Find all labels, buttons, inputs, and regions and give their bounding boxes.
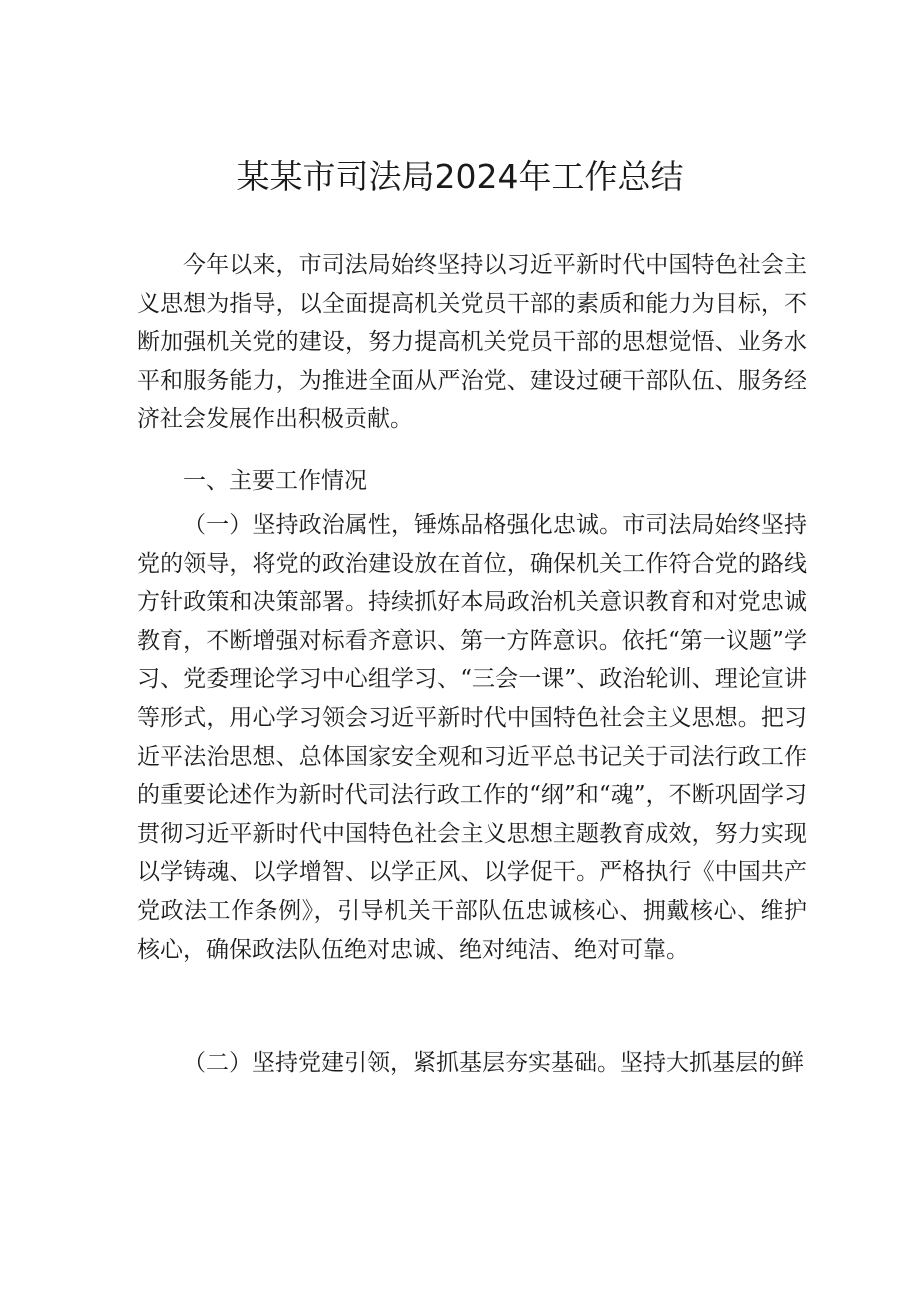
document-title: 某某市司法局2024年工作总结 [236,157,684,196]
paragraph-political-attribute: （一）坚持政治属性，锤炼品格强化忠诚。市司法局始终坚持党的领导，将党的政治建设放在首位，确保机关工作符合党的路线方针政策和决策部署。持续抓好本局政治机关意识教育和对党忠诚教育，不断增强对标看齐意识、第一方阵意识。依托“第一议题”学习、党委理论学习中心组学习、“三会一课”、政治轮训、理论宣讲等形式，用心学习领会习近平新时代中国特色社会主义思想。把习近平法治思想、总体国家安全观和习近平总书记关于司法行政工作的重要论述作为新时代司法行政工作的“纲”和“魂”，不断巩固学习贯彻习近平新时代中国特色社会主义思想主题教育成效，努力实现以学铸魂、以学增智、以学正风、以学促干。严格执行《中国共产党政法工作条例》，引导机关干部队伍忠诚核心、拥戴核心、维护核心，确保政法队伍绝对忠诚、绝对纯洁、绝对可靠。 [137,512,807,963]
intro-paragraph: 今年以来，市司法局始终坚持以习近平新时代中国特色社会主义思想为指导，以全面提高机关党员干部的素质和能力为目标，不断加强机关党的建设，努力提高机关党员干部的思想觉悟、业务水平和服务能力，为推进全面从严治党、建设过硬干部队伍、服务经济社会发展作出积极贡献。 [137,252,807,433]
paragraph-party-building: （二）坚持党建引领，紧抓基层夯实基础。坚持大抓基层的鲜 [183,1050,804,1076]
section-heading-main-work: 一、主要工作情况 [183,468,367,494]
